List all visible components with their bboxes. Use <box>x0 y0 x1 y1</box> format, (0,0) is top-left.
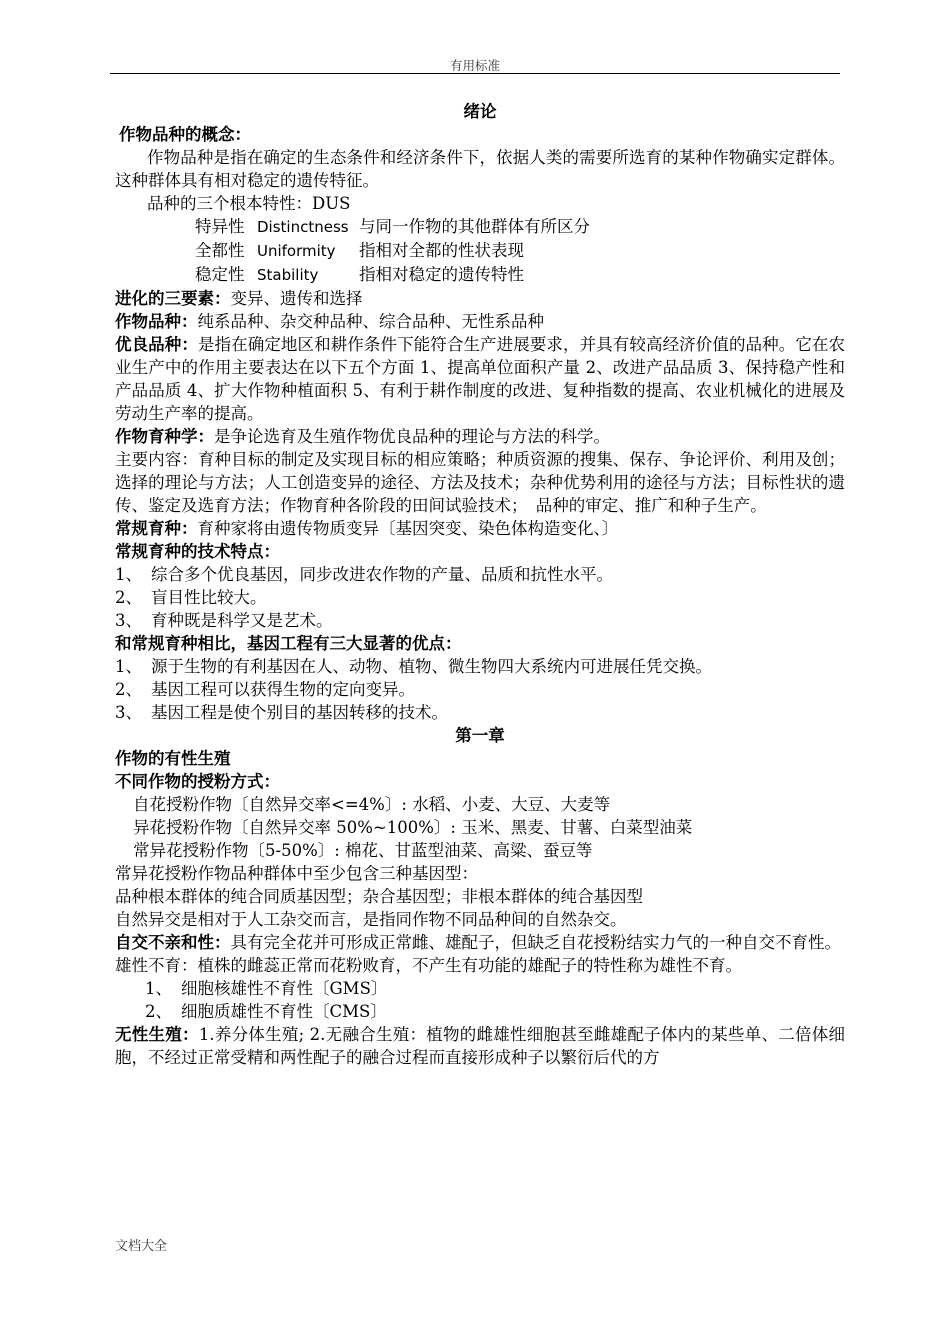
dus-desc: 与同一作物的其他群体有所区分 <box>359 217 590 236</box>
conv-line <box>115 517 845 540</box>
dus-item-uniformity <box>115 239 845 263</box>
breeding-line <box>115 425 845 448</box>
pollination-self: 自花授粉作物〔自然异交率<=4%〕: 水稻、小麦、大豆、大麦等 <box>133 795 611 814</box>
list-text: 细胞质雄性不育性〔CMS〕 <box>181 1002 387 1021</box>
breeding-text: 是争论选育及生殖作物优良品种的理论与方法的科学。 <box>214 427 610 446</box>
section-title-intro: 绪论 <box>463 102 497 121</box>
conv-text: 育种家将由遗传物质变异〔基因突变、染色体构造变化、〕 <box>197 519 619 538</box>
list-text: 育种既是科学又是艺术。 <box>151 611 333 630</box>
often-cross-line-2: 品种根本群体的纯合同质基因型；杂合基因型；非根本群体的纯合基因型 <box>115 887 643 906</box>
pollination-often-cross: 常异花授粉作物〔5-50%〕: 棉花、甘蓝型油菜、高粱、蚕豆等 <box>133 841 593 860</box>
elite-paragraph <box>115 333 845 425</box>
dus-en: Distinctness <box>257 218 349 236</box>
elite-label: 优良品种： <box>115 335 198 354</box>
natural-cross-line: 自然异交是相对于人工杂交而言，是指同作物不同品种间的自然杂交。 <box>115 910 627 929</box>
dus-desc: 指相对全都的性状表现 <box>359 241 524 260</box>
list-text: 基因工程是使个别目的基因转移的技术。 <box>151 703 448 722</box>
si-text: 具有完全花并可形成正常雌、雄配子，但缺乏自花授粉结实力气的一种自交不育性。 <box>230 933 841 952</box>
list-number: 1、 <box>115 657 142 676</box>
list-text: 综合多个优良基因，同步改进农作物的产量、品质和抗性水平。 <box>151 565 613 584</box>
elite-text: 是指在确定地区和耕作条件下能符合生产进展要求，并具有较高经济价值的品种。它在农业生产中的作用主要表达在以下五个方面 1、提高单位面积产量 2、改进产品品质 3、保持稳产性和产品品质 4、扩大作物种植面积 5、有利于耕作制度的改进、复种指数的提高、农业机械化的进展及劳动生产率的提高。 <box>115 335 846 423</box>
dus-cn: 全都性 <box>195 241 245 260</box>
pollination-cross: 异花授粉作物〔自然异交率 50%~100%〕: 玉米、黑麦、甘薯、白菜型油菜 <box>133 818 693 837</box>
section-title-chapter1: 第一章 <box>455 726 505 745</box>
apo-paragraph <box>115 1023 845 1069</box>
dus-en: Uniformity <box>257 242 336 260</box>
evolution-text: 变异、遗传和选择 <box>230 289 363 308</box>
dus-cn: 稳定性 <box>195 265 245 284</box>
breeding-label: 作物育种学： <box>115 427 214 446</box>
dus-desc: 指相对稳定的遗传特性 <box>359 265 524 284</box>
evolution-label: 进化的三要素： <box>115 289 231 308</box>
ms-type-gms <box>115 977 845 1000</box>
list-number: 1、 <box>115 565 142 584</box>
list-text: 基因工程可以获得生物的定向变异。 <box>151 680 415 699</box>
dus-item-stability <box>115 263 845 287</box>
list-number: 3、 <box>115 703 142 722</box>
dus-en: Stability <box>257 266 319 284</box>
conv-feat-heading: 常规育种的技术特点： <box>115 542 280 561</box>
variety-text: 纯系品种、杂交种品种、综合品种、无性系品种 <box>197 312 544 331</box>
list-number: 3、 <box>115 611 142 630</box>
list-item <box>115 701 845 724</box>
evolution-line <box>115 287 845 310</box>
list-number: 2、 <box>145 1002 172 1021</box>
main-content-paragraph: 主要内容：育种目标的制定及实现目标的相应策略；种质资源的搜集、保存、争论评价、利用及创；选择的理论与方法；人工创造变异的途径、方法及技术；杂种优势利用的途径与方法；目标性状的遗传、鉴定及选育方法；作物育种各阶段的田间试验技术； 品种的审定、推广和种子生产。 <box>115 450 845 515</box>
often-cross-line-1: 常异花授粉作物品种群体中至少包含三种基因型： <box>115 864 478 883</box>
list-text: 源于生物的有利基因在人、动物、植物、微生物四大系统内可进展任凭交换。 <box>151 657 712 676</box>
page-footer: 文档大全 <box>115 1239 168 1254</box>
list-item <box>115 563 845 586</box>
list-number: 2、 <box>115 680 142 699</box>
apo-text: 1.养分体生殖; 2.无融合生殖：植物的雌雄性细胞甚至雌雄配子体内的某些单、二倍体细胞，不经过正常受精和两性配子的融合过程而直接形成种子以繁衍后代的方 <box>115 1025 846 1067</box>
ge-heading: 和常规育种相比，基因工程有三大显著的优点： <box>115 634 462 653</box>
variety-label: 作物品种： <box>115 312 198 331</box>
list-number: 2、 <box>115 588 142 607</box>
si-paragraph <box>115 931 845 954</box>
concept-paragraph: 作物品种是指在确定的生态条件和经济条件下，依据人类的需要所选育的某种作物确实定群体。这种群体具有相对稳定的遗传特征。 <box>115 148 845 190</box>
concept-heading: 作物品种的概念： <box>119 125 251 144</box>
list-text: 盲目性比较大。 <box>151 588 267 607</box>
dus-item-distinctness <box>115 215 845 239</box>
list-item <box>115 678 845 701</box>
page-header: 有用标准 <box>449 58 500 73</box>
list-number: 1、 <box>145 979 172 998</box>
list-item <box>115 586 845 609</box>
document-body <box>115 100 845 1069</box>
si-label: 自交不亲和性： <box>115 933 231 952</box>
ms-type-cms <box>115 1000 845 1023</box>
list-item <box>115 609 845 632</box>
dus-cn: 特异性 <box>195 217 245 236</box>
pollination-heading: 不同作物的授粉方式： <box>115 772 280 791</box>
list-item <box>115 655 845 678</box>
variety-line <box>115 310 845 333</box>
dus-line: 品种的三个根本特性：DUS <box>147 194 351 213</box>
chapter1-subtitle: 作物的有性生殖 <box>115 749 231 768</box>
list-text: 细胞核雄性不育性〔GMS〕 <box>181 979 388 998</box>
header-rule <box>110 73 840 74</box>
ms-line: 雄性不育：植株的雌蕊正常而花粉败育，不产生有功能的雄配子的特性称为雄性不育。 <box>115 956 742 975</box>
conv-label: 常规育种： <box>115 519 198 538</box>
apo-label: 无性生殖： <box>115 1025 199 1044</box>
